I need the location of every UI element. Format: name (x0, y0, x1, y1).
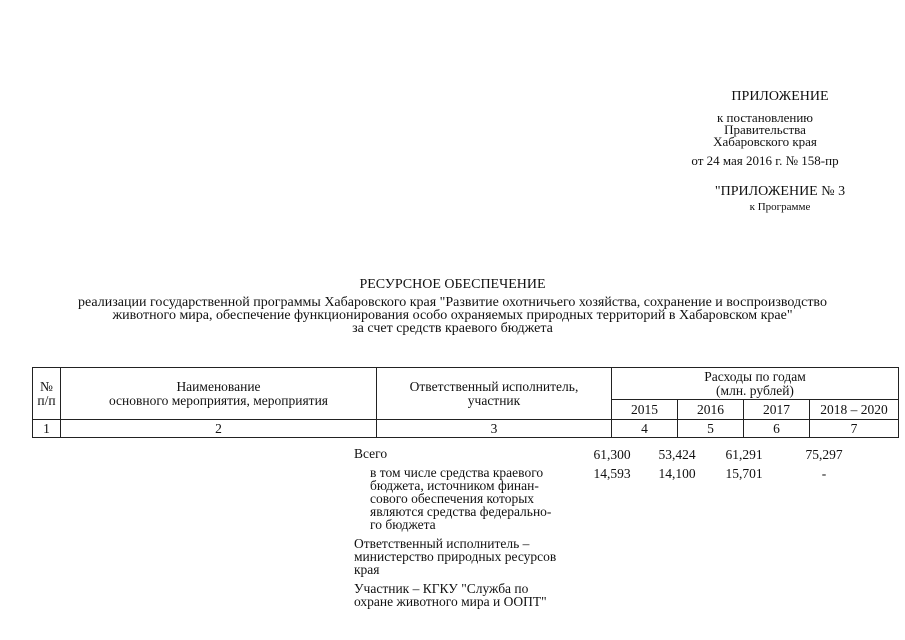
participant (354, 582, 547, 608)
total-2016: 53,424 (658, 447, 696, 462)
appendix3-heading: "ПРИЛОЖЕНИЕ № 3 (714, 184, 846, 199)
to-program-text: к Программе (749, 201, 811, 213)
including-2017: 15,701 (725, 466, 763, 481)
index-cell-2: 2 (61, 420, 377, 438)
header-cell-responsible (377, 368, 612, 420)
header-cell-expenses (612, 368, 899, 400)
total-2015: 61,300 (593, 447, 631, 462)
appendix-heading: ПРИЛОЖЕНИЕ (731, 89, 829, 104)
index-cell-1: 1 (33, 420, 61, 438)
responsible-header-1: Ответственный исполнитель, (409, 378, 579, 394)
including-line-3: сового обеспечения которых (370, 491, 535, 506)
header-cell-name (61, 368, 377, 420)
including-line-2: бюджета, источником финан- (370, 478, 539, 493)
document-title: РЕСУРСНОЕ ОБЕСПЕЧЕНИЕ (359, 277, 546, 292)
including-line-5: го бюджета (370, 517, 436, 532)
including-2015: 14,593 (593, 466, 631, 481)
including-2016: 14,100 (658, 466, 696, 481)
government-text: Правительства (724, 122, 806, 137)
year-2016-header: 2016 (678, 400, 744, 420)
responsible-line-1: Ответственный исполнитель – (354, 536, 530, 551)
participant-line-1: Участник – КГКУ "Служба по (354, 581, 529, 596)
number-sign: № (40, 378, 53, 394)
including-line-1: в том числе средства краевого (370, 465, 544, 480)
name-header-1: Наименование (176, 378, 261, 394)
year-2017-header: 2017 (744, 400, 810, 420)
expenses-header-1: Расходы по годам (704, 368, 806, 384)
year-2018-2020-header: 2018 – 2020 (810, 400, 899, 420)
to-resolution-text: к постановлению (716, 110, 814, 125)
responsible-executor (354, 537, 556, 576)
region-text: Хабаровского края (713, 134, 817, 149)
total-2018-2020: 75,297 (805, 447, 843, 462)
title-line-1: реализации государственной программы Хабаровского края "Развитие охотничьего хозяйства, сохранение и воспроизводство (78, 295, 827, 310)
index-cell-6: 6 (744, 420, 810, 438)
including-line-4: являются средства федерально- (370, 504, 552, 519)
date-number-text: от 24 мая 2016 г. № 158-пр (691, 153, 839, 168)
number-abbr: п/п (37, 392, 56, 408)
title-line-3: за счет средств краевого бюджета (352, 321, 553, 336)
title-line-2: животного мира, обеспечение функционирования особо охраняемых природных территорий в Хабаровском крае" (112, 308, 793, 323)
responsible-line-3: края (354, 562, 380, 577)
header-cell-number (33, 368, 61, 420)
including-label (370, 466, 551, 531)
name-header-2: основного мероприятия, мероприятия (108, 392, 329, 408)
total-2017: 61,291 (725, 447, 763, 462)
index-cell-4: 4 (612, 420, 678, 438)
participant-line-2: охране животного мира и ООПТ" (354, 594, 547, 609)
responsible-header-2: участник (467, 392, 521, 408)
year-2015-header: 2015 (612, 400, 678, 420)
responsible-line-2: министерство природных ресурсов (354, 549, 557, 564)
resource-table (32, 367, 899, 438)
index-cell-7: 7 (810, 420, 899, 438)
index-cell-3: 3 (377, 420, 612, 438)
total-label: Всего (354, 446, 388, 461)
expenses-header-2: (млн. рублей) (716, 382, 794, 398)
including-2018-2020: - (821, 466, 827, 481)
index-cell-5: 5 (678, 420, 744, 438)
